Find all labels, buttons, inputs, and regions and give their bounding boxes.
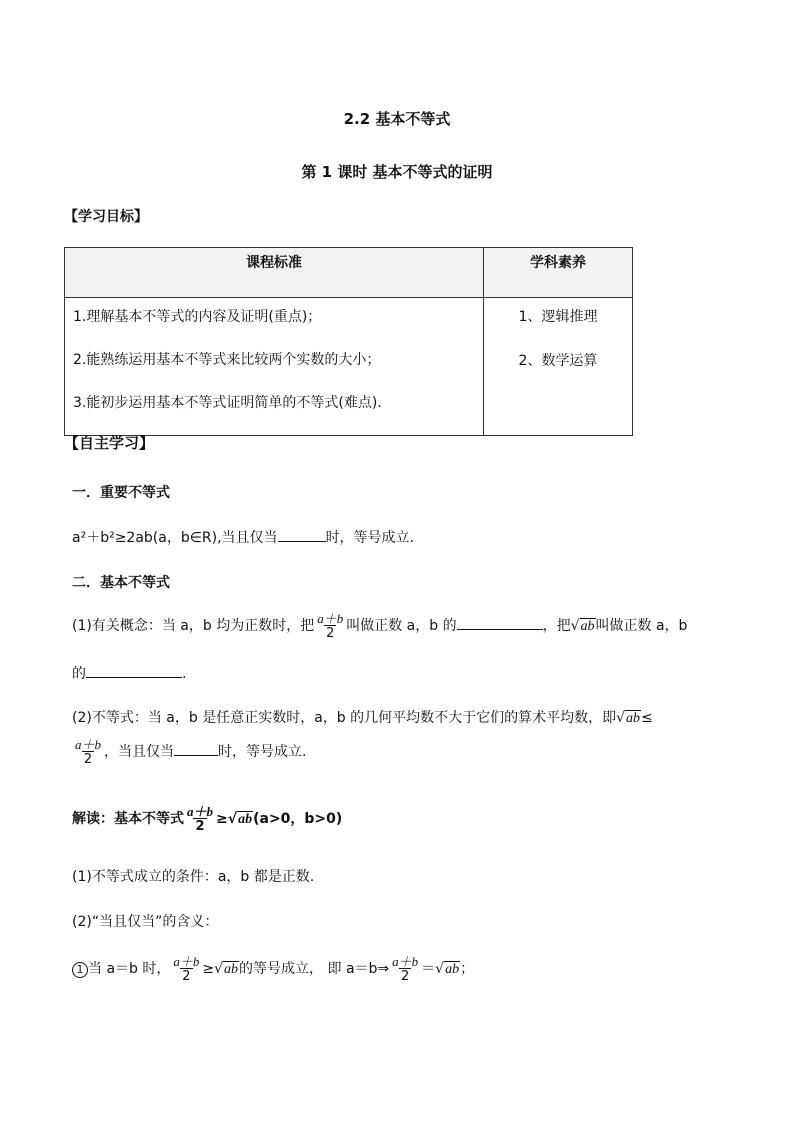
objectives-table bbox=[64, 247, 633, 436]
standard-item: 3.能初步运用基本不等式证明简单的不等式(难点). bbox=[73, 395, 382, 411]
circled-number: 1 bbox=[72, 962, 88, 978]
fraction-denominator: 2 bbox=[326, 626, 335, 641]
p2-line2 bbox=[72, 738, 306, 766]
standards-cell bbox=[65, 298, 484, 436]
ge-symbol: ≥ bbox=[202, 961, 215, 977]
p1-text: 叫做正数 a，b bbox=[595, 618, 688, 634]
p1-text: 的 bbox=[72, 666, 86, 682]
condition-1: (1)不等式成立的条件：a，b 都是正数. bbox=[72, 869, 315, 885]
answer-blank[interactable] bbox=[457, 615, 543, 630]
item1-text: 当 a＝b 时， bbox=[88, 961, 171, 977]
fraction-numerator: a＋b bbox=[187, 804, 214, 819]
fraction-denominator: 2 bbox=[182, 969, 191, 984]
p2-text: (2)不等式：当 a，b 是任意正实数时，a，b 的几何平均数不大于它们的算术平均数，即 bbox=[72, 710, 617, 726]
sqrt: √ab bbox=[435, 961, 460, 977]
fraction-numerator: a＋b bbox=[317, 611, 344, 626]
fraction-denominator: 2 bbox=[401, 969, 410, 984]
lesson-title: 第 1 课时 基本不等式的证明 bbox=[301, 163, 493, 181]
sqrt-radicand: ab bbox=[224, 962, 239, 977]
p1-text: (1)有关概念：当 a，b 均为正数时，把 bbox=[72, 618, 315, 634]
fraction-numerator: a＋b bbox=[173, 954, 200, 969]
p2-line1 bbox=[72, 707, 653, 727]
interpretation-line bbox=[72, 805, 342, 833]
fraction bbox=[171, 955, 201, 983]
p1-text: 叫做正数 a，b 的 bbox=[346, 618, 457, 634]
fraction bbox=[185, 805, 215, 833]
condition-2: (2)“当且仅当”的含义： bbox=[72, 914, 219, 930]
item-1-line bbox=[72, 955, 474, 983]
self-study-label: 【自主学习】 bbox=[64, 434, 155, 452]
p2-text: 时，等号成立. bbox=[218, 744, 307, 760]
interp-text: (a>0，b>0) bbox=[253, 811, 343, 827]
literacy-item: 1、逻辑推理 bbox=[518, 309, 598, 325]
p1-text: . bbox=[182, 666, 187, 682]
col-header-standards: 课程标准 bbox=[65, 248, 484, 298]
part2-heading: 二．基本不等式 bbox=[72, 575, 170, 591]
p2-text: ，当且仅当 bbox=[104, 744, 175, 760]
item1-text: 的等号成立， 即 a＝b⇒ bbox=[239, 961, 390, 977]
fraction-numerator: a＋b bbox=[75, 737, 102, 752]
sqrt: √ab bbox=[616, 710, 641, 726]
fraction-numerator: a＋b bbox=[392, 954, 419, 969]
fraction-denominator: 2 bbox=[83, 752, 93, 767]
sqrt-radicand: ab bbox=[580, 619, 595, 634]
literacy-cell bbox=[484, 298, 633, 436]
sqrt-radicand: ab bbox=[238, 812, 253, 827]
ge-symbol: ≥ bbox=[216, 811, 228, 827]
fraction bbox=[390, 955, 420, 983]
part1-text: a²＋b²≥2ab(a，b∈R),当且仅当 bbox=[72, 530, 278, 546]
sqrt-radicand: ab bbox=[626, 711, 641, 726]
fraction-denominator: 2 bbox=[195, 819, 205, 834]
answer-blank[interactable] bbox=[86, 663, 182, 678]
literacy-item: 2、数学运算 bbox=[518, 353, 598, 369]
p1-line2 bbox=[72, 663, 186, 683]
item1-text: ； bbox=[460, 961, 475, 977]
sqrt: √ab bbox=[214, 961, 239, 977]
answer-blank[interactable] bbox=[278, 527, 326, 542]
interp-text: 解读：基本不等式 bbox=[72, 811, 184, 827]
sqrt: √ab bbox=[570, 618, 595, 634]
fraction bbox=[315, 612, 345, 640]
col-header-literacy: 学科素养 bbox=[484, 248, 633, 298]
part1-heading: 一．重要不等式 bbox=[72, 485, 170, 501]
part1-line bbox=[72, 527, 414, 547]
equals-symbol: ＝ bbox=[421, 961, 436, 977]
standard-item: 2.能熟练运用基本不等式来比较两个实数的大小； bbox=[73, 352, 381, 368]
p1-text: ，把 bbox=[542, 618, 571, 634]
p1-line1 bbox=[72, 612, 687, 640]
answer-blank[interactable] bbox=[174, 741, 218, 756]
section-title: 2.2 基本不等式 bbox=[343, 110, 451, 128]
sqrt: √ab bbox=[227, 811, 253, 827]
objectives-label: 【学习目标】 bbox=[64, 209, 148, 225]
fraction bbox=[73, 738, 103, 766]
standard-item: 1.理解基本不等式的内容及证明(重点)； bbox=[73, 309, 322, 325]
sqrt-radicand: ab bbox=[445, 962, 460, 977]
part1-text-end: 时，等号成立. bbox=[325, 530, 415, 546]
le-symbol: ≤ bbox=[641, 710, 653, 726]
